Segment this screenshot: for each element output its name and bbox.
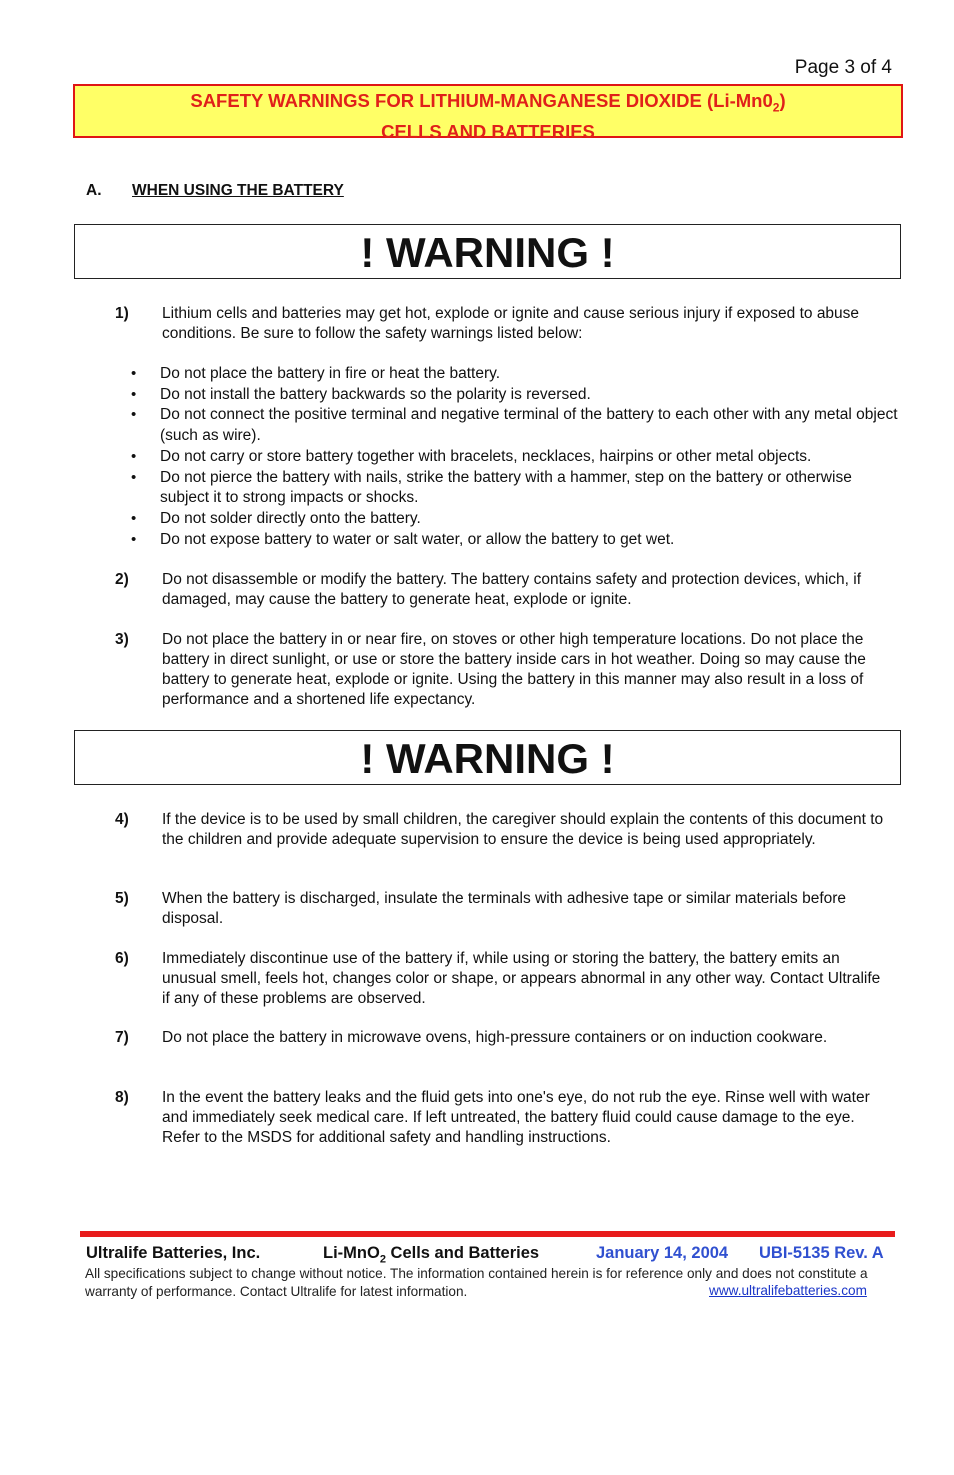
item-number: 2) — [115, 571, 129, 588]
footer-date: January 14, 2004 — [596, 1244, 729, 1262]
document-title-line2: CELLS AND BATTERIES — [381, 120, 595, 142]
warning-banner-1: ! WARNING ! — [74, 224, 901, 279]
item-text: Do not disassemble or modify the battery. The battery contains safety and protection devices, which, if damaged, may cause the battery to generate heat, explode or ignite. — [162, 571, 862, 608]
item-text: Do not place the battery in or near fire, on stoves or other high temperature locations. Do not place the battery in direct sunlight, or use or store the battery inside cars in hot weather. Doing so may cause the battery to generate heat, explode or ignite. Using the battery in this manner may also result in a loss of performance and a shortened life expectancy. — [162, 631, 866, 708]
item-text: Lithium cells and batteries may get hot, explode or ignite and cause serious injury if exposed to abuse conditions. Be sure to follow the safety warnings listed below: — [162, 305, 860, 342]
item-number: 8) — [115, 1089, 129, 1106]
hazard-bullet-list — [128, 364, 898, 550]
item-text: When the battery is discharged, insulate the terminals with adhesive tape or similar materials before disposal. — [162, 890, 847, 927]
page-number: Page 3 of 4 — [794, 57, 892, 78]
section-heading — [86, 182, 344, 200]
footer-document-id: UBI-5135 Rev. A — [759, 1244, 884, 1262]
item-text: Immediately discontinue use of the battery if, while using or storing the battery, the battery emits an unusual smell, feels hot, changes color or shape, or appears abnormal in any other way. Contact Ultralife if any of these problems are observed. — [162, 950, 881, 1007]
bullet-item: • Do not place the battery in fire or heat the battery. — [128, 364, 898, 385]
footer-website-link[interactable]: www.ultralifebatteries.com — [709, 1283, 867, 1298]
bullet-item: • Do not expose battery to water or salt water, or allow the battery to get wet. — [128, 530, 898, 551]
document-title-line1: SAFETY WARNINGS FOR LITHIUM-MANGANESE DIOXIDE $(Li-Mn0_2)$ — [190, 90, 786, 115]
item-text: Do not place the battery in microwave ovens, high-pressure containers or on induction cookware. — [162, 1029, 828, 1046]
item-text: In the event the battery leaks and the fluid gets into one's eye, do not rub the eye. Rinse well with water and immediately seek medical care. If left untreated, the battery fluid could cause damage to the eye. Refer to the MSDS for additional safety and handling instructions. — [162, 1089, 870, 1146]
bullet-item: • Do not solder directly onto the battery. — [128, 509, 898, 530]
item-number: 4) — [115, 811, 129, 828]
item-number: 5) — [115, 890, 129, 907]
footer-divider — [80, 1231, 895, 1237]
section-heading-text: WHEN USING THE BATTERY — [132, 182, 344, 199]
section-letter: A. — [86, 182, 102, 199]
title-subscript: 2 — [772, 100, 780, 115]
bullet-item: • Do not connect the positive terminal and negative terminal of the battery to each other with any metal object (such as wire). — [128, 405, 898, 446]
bullet-item: • Do not carry or store battery together with bracelets, necklaces, hairpins or other metal objects. — [128, 447, 898, 468]
item-number: 6) — [115, 950, 129, 967]
item-number: 1) — [115, 305, 129, 322]
item-number: 7) — [115, 1029, 129, 1046]
document-title-box — [73, 84, 903, 142]
item-number: 3) — [115, 631, 129, 648]
footer-disclaimer: All specifications subject to change without notice. The information contained herein is for reference only and does not constitute a warranty of performance. Contact Ultralife for latest information. — [85, 1266, 868, 1299]
footer-product: Li-MnO$_2$ Cells and Batteries — [323, 1244, 540, 1266]
bullet-item: • Do not install the battery backwards so the polarity is reversed. — [128, 385, 898, 406]
warning-banner-2: ! WARNING ! — [74, 730, 901, 785]
footer-company: Ultralife Batteries, Inc. — [86, 1244, 261, 1262]
bullet-item: • Do not pierce the battery with nails, strike the battery with a hammer, step on the battery or otherwise subject it to strong impacts or shocks. — [128, 468, 898, 509]
item-text: If the device is to be used by small children, the caregiver should explain the contents of this document to the children and provide adequate supervision to ensure the device is being used appropriately. — [162, 811, 884, 848]
